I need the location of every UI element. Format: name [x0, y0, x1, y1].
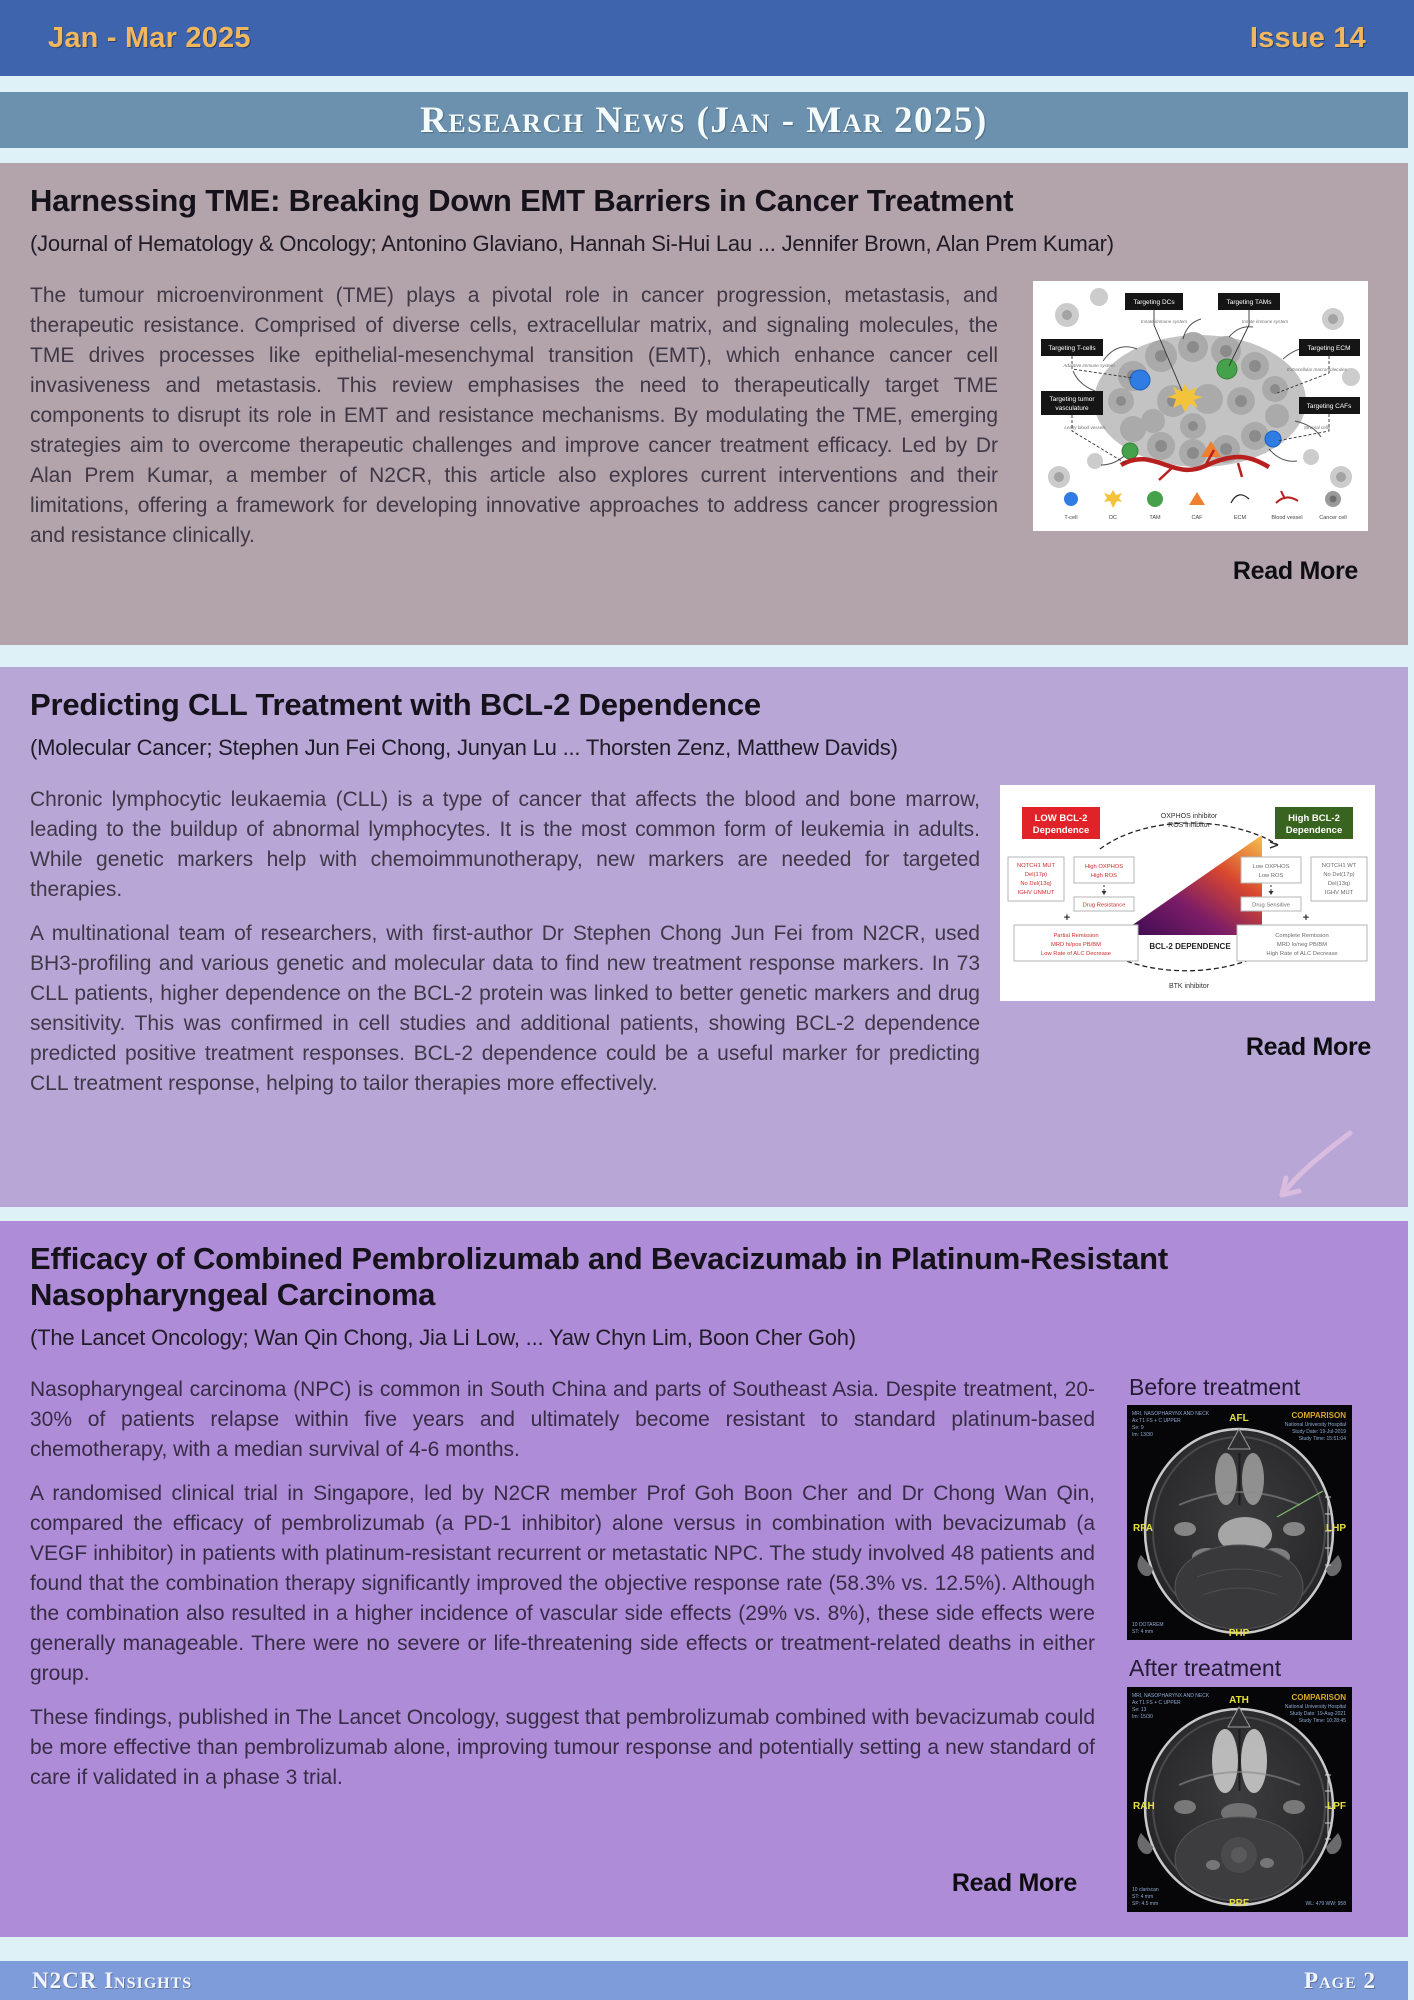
mri-orientation-label: ATH [1229, 1694, 1249, 1706]
bcl2-high-label: High BCL-2 [1288, 812, 1340, 824]
article-3-paragraph: These findings, published in The Lancet Oncology, suggest that pembrolizumab combined with bevacizumab could be more effective than pembrolizumab alone, improving tumour response and potentially setting a new standard of care if validated in a phase 3 trial. [30, 1705, 1096, 1789]
divider [0, 76, 1414, 92]
mri-orientation-label: PHP [1228, 1628, 1250, 1640]
bcl2-text: MRD hi/pos PB/BM [1051, 941, 1101, 948]
article-1-section [0, 163, 1408, 645]
bcl2-text: Del(13q) [1327, 880, 1351, 887]
mri-orientation-label: RAH [1133, 1800, 1155, 1812]
tme-annotation: Stromal cells [1303, 424, 1331, 430]
mri-comparison-label: COMPARISON [1291, 1692, 1346, 1702]
tme-figure-svg [1033, 281, 1368, 531]
before-treatment-label: Before treatment [1129, 1373, 1301, 1400]
mri-meta: Im: 15/30 [1132, 1713, 1153, 1720]
mri-meta: 10 clariscan [1132, 1886, 1159, 1893]
bcl2-text: Partial Remission [1053, 932, 1099, 939]
divider [0, 148, 1414, 163]
article-1-source: (Journal of Hematology & Oncology; Antonino Glaviano, Hannah Si-Hui Lau ... Jennifer Brown, Alan Prem Kumar) [30, 230, 1114, 256]
article-2-source: (Molecular Cancer; Stephen Jun Fei Chong, Junyan Lu ... Thorsten Zenz, Matthew Davids) [30, 734, 898, 760]
bcl2-figure-svg [1000, 785, 1375, 1001]
bcl2-text: NOTCH1 WT [1321, 862, 1357, 869]
article-2-section [0, 667, 1408, 1207]
tme-box-label: Targeting T-cells [1048, 344, 1096, 352]
banner-title: Research News (Jan - Mar 2025) [420, 99, 988, 141]
article-2-title: Predicting CLL Treatment with BCL-2 Dependence [30, 687, 761, 722]
bcl2-text: High OXPHOS [1084, 863, 1124, 870]
mri-orientation-label: LHP [1326, 1523, 1346, 1535]
mri-meta: Ax T1 FS + C UPPER [1132, 1418, 1181, 1425]
article-3-body [30, 1375, 1095, 1912]
bcl2-arc-label: BTK inhibitor [1168, 982, 1210, 990]
tme-annotation: Extracellular macromolecules [1287, 366, 1347, 372]
bcl2-text: Drug Sensitive [1252, 902, 1290, 909]
article-2-figure-column [1000, 785, 1375, 1113]
divider [0, 1207, 1414, 1221]
tme-legend-label: T-cell [1064, 514, 1078, 521]
mri-orientation-label: RFA [1133, 1523, 1153, 1535]
tme-annotation: Leaky blood vessels [1064, 424, 1106, 430]
tme-box-label: Targeting CAFs [1306, 402, 1352, 410]
tam-icon [1217, 359, 1237, 379]
mri-comparison-label: COMPARISON [1291, 1411, 1346, 1421]
bcl2-text: IGHV MUT [1324, 889, 1354, 896]
mri-meta: Study Time: 10:28:45 [1298, 1717, 1346, 1724]
article-2-paragraph: A multinational team of researchers, with first-author Dr Stephen Chong Jun Fei from N2CR, used BH3-profiling and various genetic and molecular data to find new treatment response markers. In 73 CLL patients, higher dependence on the BCL-2 protein was linked to better genetic markers and drug sensitivity. This was confirmed in cell studies and additional patients, showing BCL-2 dependence predicted positive treatment responses. BCL-2 dependence could be a useful marker for predicting CLL treatment response, helping to tailor therapies more effectively. [30, 921, 980, 1095]
mri-meta: WL: 479 WW: 958 [1305, 1900, 1346, 1907]
tme-annotation: Adaptive immune system [1063, 362, 1115, 368]
tme-legend-label: DC [1109, 514, 1117, 521]
bcl2-figure [1000, 785, 1375, 1001]
mri-meta: Se: 9 [1132, 1425, 1144, 1432]
article-3-section [0, 1221, 1408, 1937]
top-bar [0, 0, 1414, 76]
tme-box-label: vasculature [1055, 404, 1089, 412]
issue-period: Jan - Mar 2025 [48, 21, 251, 54]
after-treatment-label: After treatment [1129, 1655, 1282, 1682]
decorative-arrow-icon [1266, 1127, 1356, 1205]
t-cell-icon [1130, 370, 1150, 390]
footer-page-number: Page 2 [1304, 1967, 1376, 1993]
tme-legend-label: CAF [1191, 514, 1203, 521]
bcl2-text: High Rate of ALC Decrease [1266, 950, 1338, 957]
mri-orientation-label: LPF [1327, 1800, 1346, 1812]
tme-box-label: Targeting tumor [1049, 395, 1095, 403]
mri-meta: MRI, NASOPHARYNX AND NECK [1132, 1411, 1210, 1418]
bcl2-text: Del(17p) [1024, 871, 1048, 878]
article-2-paragraph: Chronic lymphocytic leukaemia (CLL) is a type of cancer that affects the blood and bone marrow, leading to the buildup of abnormal lymphocytes. It is the most common form of leukemia in adults. While genetic markers help with chemoimmunotherapy, new markers are needed for targeted therapies. [30, 787, 980, 901]
section-banner [0, 92, 1408, 148]
article-3-paragraph: Nasopharyngeal carcinoma (NPC) is common in South China and parts of Southeast Asia. Despite treatment, 20-30% of patients relapse within five years and ultimately become resistant to standard platinum-based chemotherapy, with a median survival of 4-6 months. [30, 1377, 1095, 1461]
bcl2-plus: + [1302, 911, 1310, 924]
mri-meta: ST: 4 mm [1132, 1629, 1154, 1636]
bcl2-text: No Del(13q) [1020, 880, 1052, 887]
mri-before-figure [1127, 1405, 1352, 1640]
mri-meta: Study Time: 15:51:04 [1298, 1436, 1346, 1443]
mri-meta: Ax T1 FS + C UPPER [1132, 1699, 1181, 1706]
tme-legend-label: ECM [1233, 514, 1247, 521]
article-3-paragraph: A randomised clinical trial in Singapore, led by N2CR member Prof Goh Boon Cher and Dr Chong Wan Qin, compared the efficacy of pembrolizumab (a PD-1 inhibitor) alone versus in combination with bevacizumab (a VEGF inhibitor) in patients with platinum-resistant recurrent or metastatic NPC. The study involved 48 patients and found that the combination therapy significantly improved the objective response rate (58.3% vs. 12.5%). Although the combination also resulted in a higher incidence of vascular side effects (29% vs. 8%), these side effects were generally manageable. There were no severe or life-threatening side effects or treatment-related deaths in either group. [30, 1481, 1095, 1685]
bcl2-triangle-label: BCL-2 DEPENDENCE [1149, 941, 1231, 951]
issue-number: Issue 14 [1249, 21, 1366, 54]
article-3-figure-column [1127, 1375, 1352, 1912]
mri-meta: SP: 4.5 mm [1132, 1900, 1159, 1907]
bcl2-text: Low ROS [1258, 872, 1284, 879]
bcl2-low-label: LOW BCL-2 [1034, 812, 1088, 824]
mri-orientation-label: AFL [1229, 1413, 1249, 1425]
article-3-source: (The Lancet Oncology; Wan Qin Chong, Jia Li Low, ... Yaw Chyn Lim, Boon Cher Goh) [30, 1324, 856, 1350]
bcl2-text: NOTCH1 MUT [1017, 862, 1055, 869]
article-2-body [30, 785, 980, 1113]
tme-annotation: Innate immune system [1241, 318, 1289, 324]
mri-meta: National University Hospital [1284, 1422, 1346, 1429]
mri-orientation-label: PRF [1229, 1897, 1249, 1909]
bcl2-arc-label: OXPHOS inhibitor [1160, 812, 1218, 820]
mri-after-figure [1127, 1687, 1352, 1912]
article-1-figure-column [1033, 281, 1368, 586]
bcl2-low-label: Dependence [1032, 824, 1090, 836]
tme-box-label: Targeting DCs [1133, 298, 1175, 306]
read-more-link[interactable]: Read More [1245, 1032, 1371, 1061]
tme-box-label: Targeting TAMs [1226, 298, 1272, 306]
bcl2-text: Drug Resistance [1082, 902, 1126, 909]
tme-legend-label: Blood vessel [1271, 514, 1303, 521]
article-3-title: Efficacy of Combined Pembrolizumab and Bevacizumab in Platinum-Resistant Nasopharyngeal Carcinoma [30, 1241, 1168, 1312]
divider [0, 645, 1414, 667]
tme-legend-label: TAM [1149, 514, 1161, 521]
tme-box-label: Targeting ECM [1307, 344, 1351, 352]
article-1-title: Harnessing TME: Breaking Down EMT Barriers in Cancer Treatment [30, 183, 1014, 218]
article-1-body [30, 281, 998, 586]
mri-meta: 10 DOTAREM [1132, 1622, 1164, 1629]
bcl2-text: Complete Remission [1275, 932, 1329, 939]
bcl2-text: IGHV UNMUT [1017, 889, 1055, 896]
mri-meta: Study Date: 19-Aug-2021 [1289, 1710, 1346, 1717]
mri-meta: Se: 13 [1132, 1706, 1147, 1713]
bcl2-text: Low OXPHOS [1252, 863, 1290, 870]
article-1-paragraph: The tumour microenvironment (TME) plays a pivotal role in cancer progression, metastasis, and therapeutic resistance. Comprised of diverse cells, extracellular matrix, and signaling molecules, the TME drives processes like epithelial-mesenchymal transition (EMT), which enhance cancer cell invasiveness and metastasis. This review emphasises the need to therapeutically target TME components to disrupt its role in EMT and resistance mechanisms. By modulating the TME, emerging strategies aim to overcome therapeutic challenges and improve cancer treatment efficacy. Led by Dr Alan Prem Kumar, a member of N2CR, this article also explores current interventions and their limitations, offering a framework for developing innovative approaches to address cancer progression and resistance clinically. [30, 283, 998, 547]
divider [0, 1937, 1414, 1961]
bcl2-text: Low Rate of ALC Decrease [1041, 950, 1111, 957]
footer-bar [0, 1961, 1408, 2000]
bcl2-arc-label: ROS inhibitor [1168, 821, 1210, 829]
mri-meta: Study Date: 19-Jul-2019 [1292, 1429, 1346, 1436]
bcl2-high-label: Dependence [1285, 824, 1343, 836]
bcl2-text: MRD lo/neg PB/BM [1276, 941, 1328, 948]
read-more-link[interactable]: Read More [951, 1868, 1077, 1897]
mri-meta: ST: 4 mm [1132, 1893, 1154, 1900]
bcl2-text: No Del(17p) [1323, 871, 1355, 878]
mri-meta: National University Hospital [1284, 1703, 1346, 1710]
read-more-link[interactable]: Read More [1232, 556, 1358, 585]
tme-figure [1033, 281, 1368, 531]
footer-brand: N2CR Insights [32, 1967, 193, 1993]
mri-meta: MRI, NASOPHARYNX AND NECK [1132, 1692, 1210, 1699]
bcl2-text: High ROS [1090, 872, 1118, 879]
tme-legend-label: Cancer cell [1319, 514, 1347, 521]
bcl2-plus: + [1063, 911, 1071, 924]
mri-meta: Im: 13/30 [1132, 1432, 1153, 1439]
tme-annotation: Innate immune system [1140, 318, 1188, 324]
